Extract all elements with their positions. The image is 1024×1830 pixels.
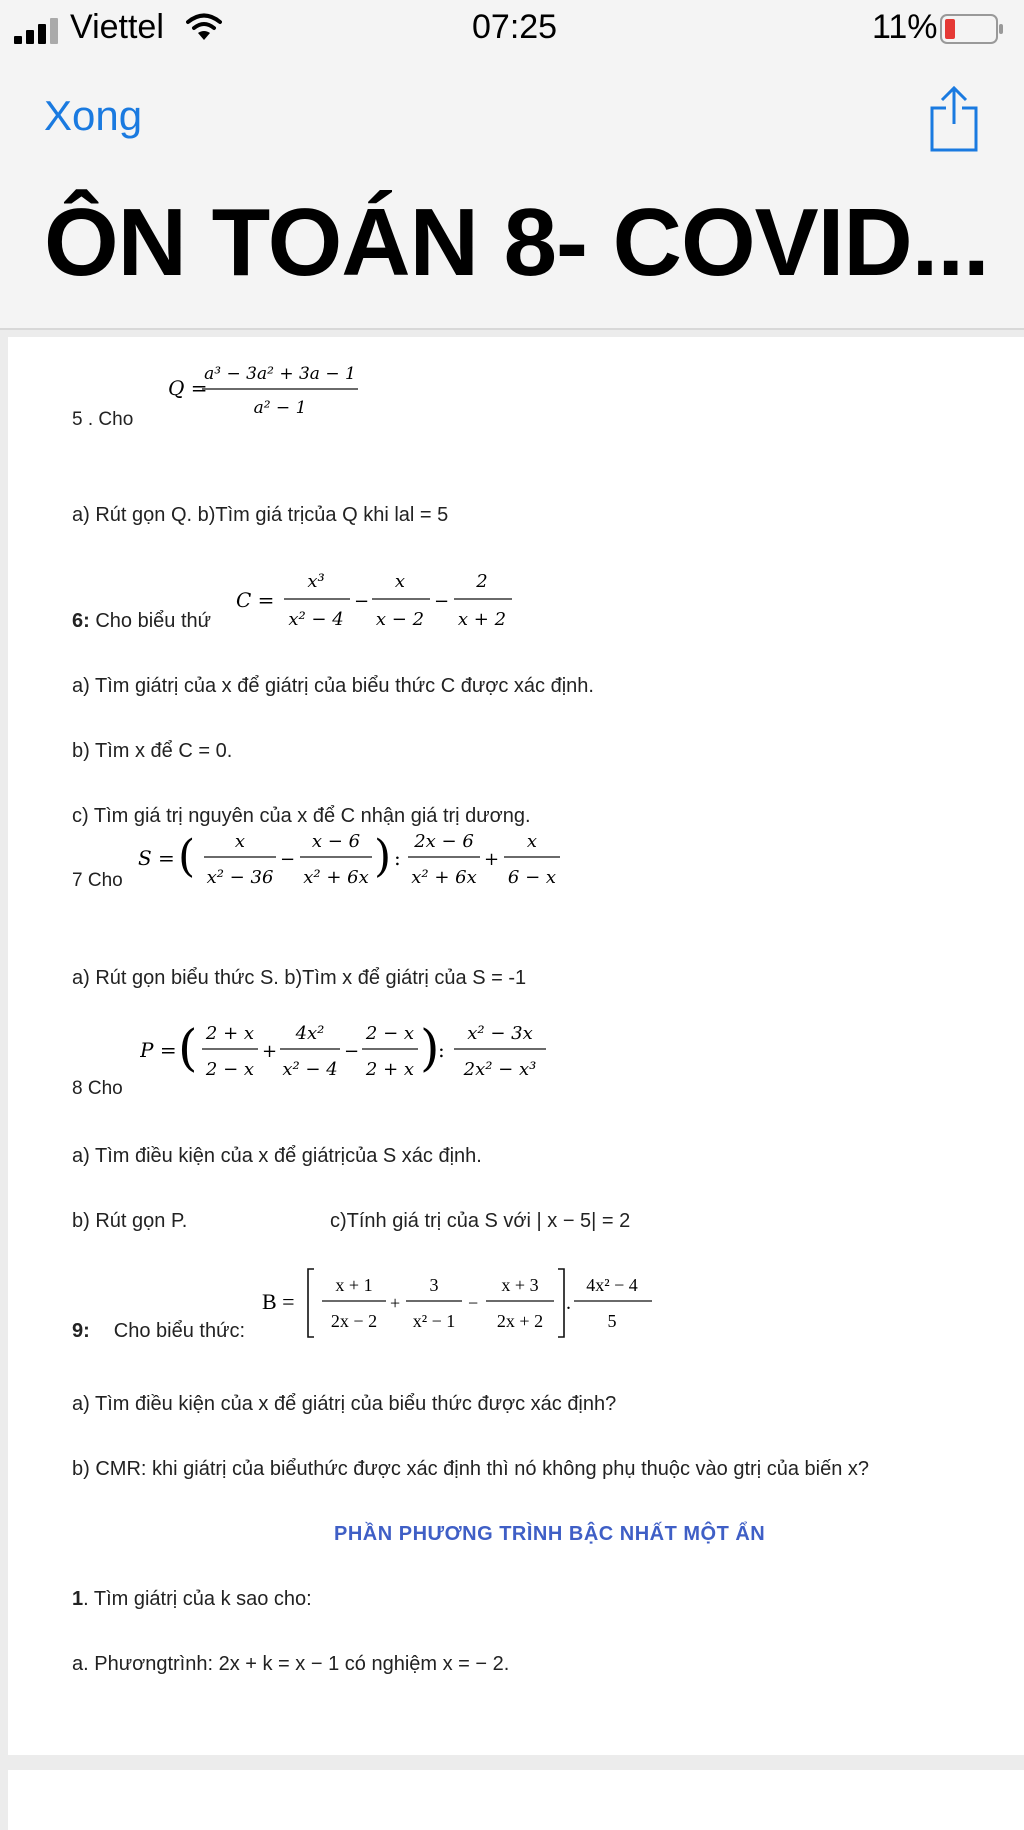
svg-text::: : (438, 1038, 445, 1062)
q6-t3-num: 2 (476, 571, 488, 592)
battery-level-fill (945, 19, 955, 39)
q6-label (72, 610, 211, 633)
q9-t1-den: 2x − 2 (330, 1311, 378, 1331)
q7-label: 7 Cho (72, 870, 123, 891)
q9-t2-num: 3 (429, 1275, 439, 1295)
q8-t3-num: 2 − x (365, 1023, 415, 1044)
svg-text:−: − (434, 591, 450, 612)
p1-number: 1 (72, 1588, 84, 1610)
q9-label (72, 1320, 245, 1343)
svg-text:.: . (566, 1292, 571, 1314)
done-button[interactable]: Xong (44, 92, 143, 139)
q6-t3-den: x + 2 (457, 609, 507, 630)
document-nav-bar (0, 58, 1024, 330)
battery-percent: 11% (872, 8, 938, 46)
q8-part-a: a) Tìm điều kiện của x để giátrịcủa S xác định. (72, 1145, 482, 1167)
q5-denominator: a² − 1 (253, 398, 307, 418)
q6-part-c: c) Tìm giá trị nguyên của x để C nhận giá trị dương. (72, 805, 531, 827)
q6-part-a: a) Tìm giátrị của x để giátrị của biểu thức C được xác định. (72, 675, 594, 697)
q7-formula (138, 815, 578, 905)
q5-part-a: a) Rút gọn Q. b)Tìm giá trịcủa Q khi lal = 5 (72, 504, 449, 526)
carrier-name: Viettel (70, 8, 164, 46)
wifi-icon (186, 12, 222, 42)
svg-text:+: + (262, 1041, 278, 1062)
q8-label: 8 Cho (72, 1078, 123, 1099)
svg-text:−: − (468, 1293, 479, 1313)
q8-t1-den: 2 − x (205, 1059, 255, 1080)
q8-t2-num: 4x² (295, 1023, 325, 1044)
signal-icon (14, 18, 64, 44)
q9-t1-num: x + 1 (335, 1275, 373, 1295)
q9-t3-num: x + 3 (501, 1275, 539, 1295)
status-bar (0, 0, 1024, 58)
p1-question (72, 1588, 312, 1611)
q9-t3-den: 2x + 2 (496, 1311, 544, 1331)
q6-t1-num: x³ (307, 571, 325, 592)
q7-t4-den: 6 − x (507, 867, 557, 888)
q6-t1-den: x² − 4 (288, 609, 344, 630)
svg-text:−: − (280, 849, 296, 870)
q8-part-c: c)Tính giá trị của S với | x − 5| = 2 (330, 1210, 631, 1232)
q5-lhs: Q = (168, 376, 208, 400)
svg-text:−: − (344, 1041, 360, 1062)
svg-text:(: ( (178, 1019, 198, 1077)
q9-t2-den: x² − 1 (412, 1311, 456, 1331)
q6-number: 6: (72, 610, 90, 632)
q7-t4-num: x (526, 831, 538, 852)
q6-t2-num: x (394, 571, 406, 592)
q6-part-b: b) Tìm x để C = 0. (72, 740, 233, 762)
q9-t4-num: 4x² − 4 (586, 1275, 638, 1295)
q7-t1-num: x (234, 831, 246, 852)
q9-label-text: Cho biểu thức: (113, 1320, 246, 1342)
clock-time: 07:25 (472, 8, 558, 46)
q9-lhs: B = (262, 1289, 295, 1314)
p1-text: . Tìm giátrị của k sao cho: (83, 1588, 312, 1610)
svg-text:−: − (354, 591, 370, 612)
svg-text:): ) (420, 1019, 440, 1077)
q5-label: 5 . Cho (72, 409, 134, 430)
q9-part-a: a) Tìm điều kiện của x để giátrị của biểu thức được xác định? (72, 1393, 617, 1415)
q6-lhs: C = (236, 588, 275, 612)
q7-t2-den: x² + 6x (303, 867, 369, 888)
q7-t3-num: 2x − 6 (414, 831, 474, 852)
q8-formula (140, 1005, 580, 1100)
page-title: ÔN TOÁN 8- COVID... (44, 189, 989, 296)
q9-part-b: b) CMR: khi giátrị của biểuthức được xác định thì nó không phụ thuộc vào gtrị của biến x? (72, 1458, 869, 1480)
q7-t2-num: x − 6 (311, 831, 361, 852)
q5-numerator: a³ − 3a² + 3a − 1 (204, 364, 356, 384)
p1-part-a: a. Phươngtrình: 2x + k = x − 1 có nghiệm x = − 2. (72, 1653, 510, 1675)
share-icon[interactable] (928, 84, 980, 152)
svg-text:): ) (374, 831, 392, 882)
q7-lhs: S = (138, 846, 175, 870)
q7-t1-den: x² − 36 (206, 867, 274, 888)
q6-label-text: Cho biểu thứ (89, 610, 212, 632)
svg-text:(: ( (178, 831, 196, 882)
document-page (8, 337, 1024, 1755)
q9-formula (262, 1253, 682, 1348)
q6-formula (236, 557, 536, 647)
q9-number: 9: (72, 1320, 90, 1342)
q8-t4-den: 2x² − x³ (463, 1059, 537, 1080)
q7-part-a: a) Rút gọn biểu thức S. b)Tìm x để giátrị của S = -1 (72, 967, 527, 989)
next-page (8, 1770, 1024, 1830)
svg-text:+: + (484, 849, 500, 870)
q8-t4-num: x² − 3x (467, 1023, 533, 1044)
svg-text::: : (394, 846, 401, 870)
q8-part-b: b) Rút gọn P. (72, 1210, 188, 1232)
q5-formula (168, 351, 368, 431)
q8-lhs: P = (140, 1038, 177, 1062)
q8-t3-den: 2 + x (365, 1059, 415, 1080)
section-heading: PHẦN PHƯƠNG TRÌNH BẬC NHẤT MỘT ẨN (334, 1523, 766, 1545)
svg-text:+: + (390, 1293, 401, 1313)
battery-icon (940, 14, 1004, 44)
q7-t3-den: x² + 6x (411, 867, 477, 888)
q6-t2-den: x − 2 (375, 609, 425, 630)
q9-t4-den: 5 (607, 1311, 617, 1331)
q8-t2-den: x² − 4 (282, 1059, 338, 1080)
q8-t1-num: 2 + x (205, 1023, 255, 1044)
